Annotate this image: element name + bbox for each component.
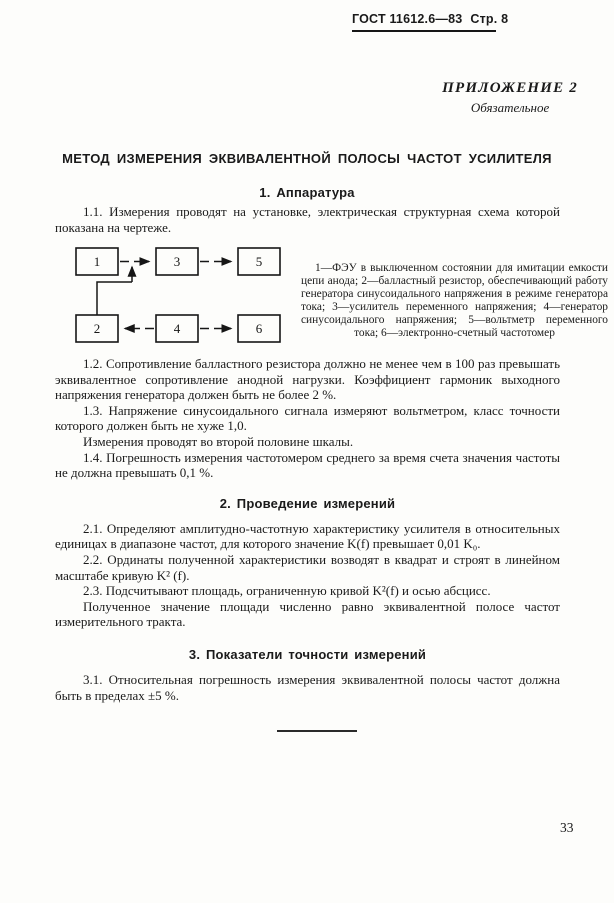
diagram-box-6-label: 6 <box>255 321 263 336</box>
diagram-box-2-label: 2 <box>93 321 101 336</box>
paragraph-3-1: 3.1. Относительная погрешность измерения эквивалентной полосы частот должна быть в пределах ±5 %. <box>55 671 560 703</box>
paragraph-2-3a: Полученное значение площади численно равно эквивалентной полосе частот измерительного тракта. <box>55 598 560 630</box>
diagram-legend: 1—ФЭУ в выключенном состоянии для имитации емкости цепи анода; 2—балластный резистор, обеспечивающий работу генератора синусоидального напряжения в режиме генератора тока; 3—усилитель переменного напряжения; 4—генератор синусоидального напряжения; 5—вольтметр переменного тока; 6—электронно-счетный частотомер <box>301 262 608 339</box>
appendix-title: ПРИЛОЖЕНИЕ 2 <box>442 80 578 96</box>
paragraph-2-1: 2.1. Определяют амплитудно-частотную характеристику усилителя в относительных единицах в диапазоне частот, для которого значение K(f) превышает 0,01 K₀. <box>55 520 560 552</box>
section-3-heading: 3. Показатели точности измерений <box>188 646 427 662</box>
appendix-block <box>442 80 578 116</box>
feedback-path <box>97 282 132 315</box>
block-diagram <box>64 242 296 363</box>
paragraph-1-3a: Измерения проводят во второй половине шкалы. <box>83 433 354 449</box>
body-text <box>55 356 560 732</box>
section-2-heading: 2. Проведение измерений <box>219 495 396 511</box>
paragraph-1-2: 1.2. Сопротивление балластного резистора должно не менее чем в 100 раз превышать эквивалентное сопротивление анодной нагрузки. Коэффициент гармоник выходного напряжения генератора должен быть не более 2 %. <box>55 356 560 403</box>
paragraph-2-2: 2.2. Ординаты полученной характеристики возводят в квадрат и строят в линейном масштабе кривую K² (f). <box>55 551 560 583</box>
end-divider <box>277 730 357 732</box>
page-number: 33 <box>560 820 574 835</box>
appendix-subtitle: Обязательное <box>470 100 550 115</box>
diagram-box-4-label: 4 <box>173 321 181 336</box>
paragraph-1-3: 1.3. Напряжение синусоидального сигнала измеряют вольтметром, класс точности которого должен быть не хуже 1,0. <box>55 402 560 434</box>
diagram-box-5-label: 5 <box>255 254 263 269</box>
section-1-heading: 1. Аппаратура <box>259 185 355 200</box>
paragraph-1-4: 1.4. Погрешность измерения частотомером среднего за время счета значения частоты не должна превышать 0,1 %. <box>55 449 560 481</box>
paragraph-2-3: 2.3. Подсчитывают площадь, ограниченную кривой K²(f) и осью абсцисс. <box>83 583 491 599</box>
gost-number: ГОСТ 11612.6—83 <box>352 12 463 26</box>
page-label: Стр. 8 <box>470 12 509 26</box>
block-diagram-svg <box>64 242 296 358</box>
paragraph-1-1: 1.1. Измерения проводят на установке, электрическая структурная схема которой показана на чертеже. <box>55 204 560 235</box>
document-title: МЕТОД ИЗМЕРЕНИЯ ЭКВИВАЛЕНТНОЙ ПОЛОСЫ ЧАСТОТ УСИЛИТЕЛЯ <box>62 151 552 166</box>
diagram-box-1-label: 1 <box>93 254 101 269</box>
running-head <box>352 12 509 32</box>
diagram-box-3-label: 3 <box>173 254 181 269</box>
